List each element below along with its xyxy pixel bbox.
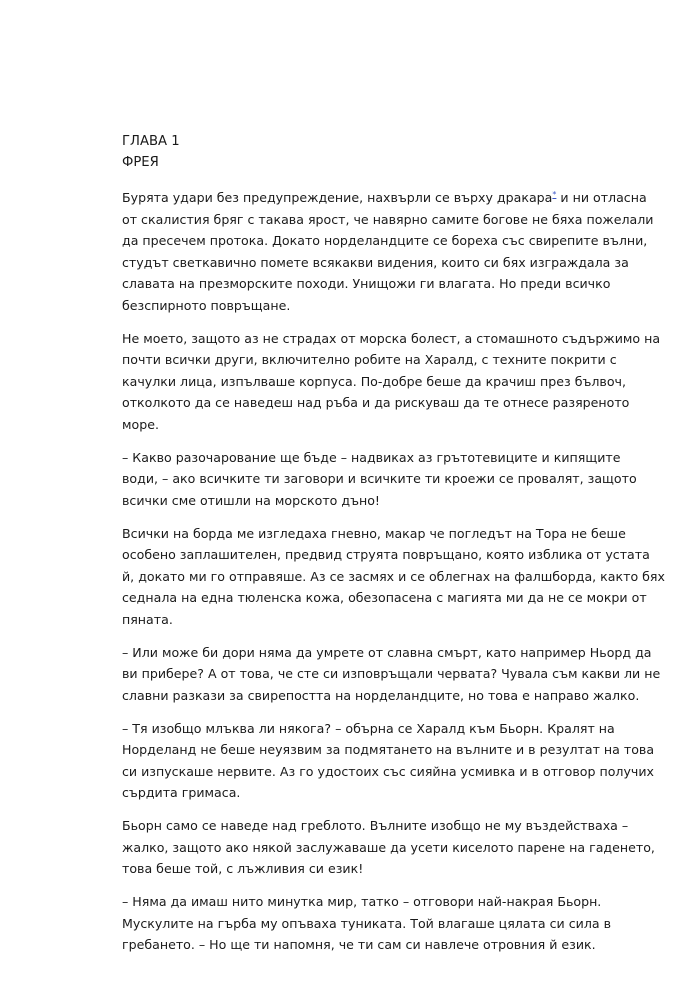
text-line: славни разкази за свирепостта на норделандците, но това е направо жалко.: [122, 687, 640, 703]
text-line: – Няма да имаш нито минутка мир, татко – отговори най-накрая Бьорн.: [122, 894, 602, 909]
text-line: ви прибере? А от това, че сте си изповръщали червата? Чувала съм какви ли не: [122, 666, 661, 681]
text-line: славата на презморските походи. Унищожи ги влагата. Но преди всичко: [122, 276, 611, 291]
paragraph-3: [122, 447, 637, 512]
text-line: това беше той, с лъжливия си език!: [122, 861, 364, 876]
text-line: гребането. – Но ще ти напомня, че ти сам си навлече отровния й език.: [122, 937, 596, 952]
paragraph-7: [122, 815, 655, 880]
text-line: Не моето, защото аз не страдах от морска болест, а стомашното съдържимо на: [122, 330, 661, 346]
paragraph-1: [122, 187, 654, 316]
paragraph-8: [122, 891, 612, 956]
text-line: особено заплашителен, предвид струята повръщано, която изблика от устата: [122, 547, 650, 562]
text-line: всички сме отишли на морското дъно!: [122, 492, 380, 508]
text-line: студът светкавично помете всякакви видения, които си бях изграждала за: [122, 254, 629, 270]
text-line: качулки лица, изпълваше корпуса. По-добре беше да крачиш през бълвоч,: [122, 373, 627, 389]
text-line: Бьорн само се наведе над греблото. Вълните изобщо не му въздействаха –: [122, 818, 629, 833]
text-line: седнала на една тюленска кожа, обезопасена с магията ми да не се мокри от: [122, 590, 647, 605]
text-line: Всички на борда ме изгледаха гневно, макар че погледът на Тора не беше: [122, 525, 626, 541]
footnote-link[interactable]: *: [552, 189, 557, 199]
text-line: – Тя изобщо млъква ли някога? – обърна се Харалд към Бьорн. Кралят на: [122, 720, 615, 736]
paragraph-6: [122, 718, 655, 804]
text-line: от скалистия бряг с такава ярост, че навярно самите богове не бяха пожелали: [122, 211, 654, 227]
text-line: – Какво разочарование ще бъде – надвиках аз грътотевиците и кипящите: [122, 449, 621, 465]
paragraph-5: [122, 642, 661, 707]
text-line: пяната.: [122, 611, 173, 627]
text-line: отколкото да се наведеш над ръба и да рискуваш да те отнесе разяреното: [122, 395, 630, 410]
text-line: море.: [122, 416, 159, 432]
text-line: й, докато ми го отправяше. Аз се засмях и се облегнах на фалшборда, както бях: [122, 568, 665, 584]
text-line: Бурята удари без предупреждение, нахвърли се върху дракара* и ни отласна: [122, 189, 647, 205]
text-line: жалко, защото ако някой заслужаваше да усети киселото парене на гаденето,: [122, 839, 655, 855]
text-line: почти всички други, включително робите на Харалд, с техните покрити с: [122, 352, 617, 367]
text-line: води, – ако всичките ти заговори и всичките ти кроежи се провалят, защото: [122, 471, 637, 486]
text-line: сърдита гримаса.: [122, 785, 241, 800]
paragraph-2: [122, 328, 661, 436]
text-line: си изпускаше нервите. Аз го удостоих със сияйна усмивка и в отговор получих: [122, 763, 654, 779]
chapter-number: ГЛАВА 1: [122, 134, 180, 149]
text-line: безспирното повръщане.: [122, 297, 291, 313]
page-content: [122, 131, 665, 967]
text-line: Норделанд не беше неуязвим за подмятането на вълните и в резултат на това: [122, 742, 655, 757]
text-line: Мускулите на гърба му опъваха туниката. Той влагаше цялата си сила в: [122, 915, 612, 931]
chapter-name: ФРЕЯ: [122, 155, 159, 170]
paragraph-4: [122, 523, 665, 631]
text-line: – Или може би дори няма да умрете от славна смърт, като например Ньорд да: [122, 644, 652, 660]
text-line: да пресечем протока. Докато норделандците се бореха със свирепите вълни,: [122, 233, 648, 248]
